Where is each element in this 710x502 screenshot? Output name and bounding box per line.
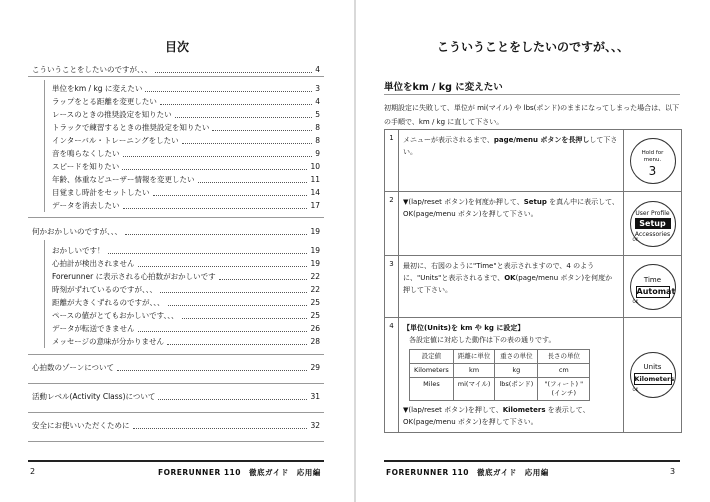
toc-page: 17 [310, 201, 320, 210]
watch-text: User Profile [635, 209, 670, 217]
step-text [399, 318, 624, 433]
step-text-post: を表示して、OK(page/menu ボタン)を押して下さい。 [403, 406, 590, 426]
toc-label: 活動レベル(Activity Class)について [32, 392, 156, 401]
footer-text: FORERUNNER 110 徹底ガイド 応用編 [386, 468, 549, 477]
toc-entry [52, 135, 320, 147]
intro-text: 初期設定に失敗して、単位が mi(マイル) や lbs(ポンド)のままになってしまった場合は、以下の手順で、km / kg に直して下さい。 [384, 104, 680, 126]
toc-page: 32 [310, 421, 320, 430]
step-number: 2 [385, 192, 399, 256]
step-text-pre: ▼(lap/reset ボタン)を何度か押して、 [403, 198, 524, 206]
toc-entry [52, 122, 320, 134]
watch-display [630, 352, 676, 398]
steps-table [384, 129, 682, 433]
toc-leader [123, 156, 313, 157]
toc-divider [28, 76, 324, 77]
section-rule [384, 94, 680, 95]
toc-leader [133, 428, 308, 429]
toc-entry [52, 323, 320, 335]
toc-page: 9 [315, 149, 320, 158]
toc-divider [28, 354, 324, 355]
toc-page: 25 [310, 311, 320, 320]
toc-entry [52, 297, 320, 309]
toc-leader [160, 292, 307, 293]
toc-label: 音を鳴らなくしたい [52, 149, 120, 158]
step-text-post: (page/menu ボタン)を何度か押して下さい。 [403, 274, 613, 294]
page-title: こういうことをしたいのですが、、、 [436, 40, 629, 54]
unit-cell: cm [538, 364, 590, 378]
watch-main: Automat [636, 286, 676, 296]
page-number: 3 [670, 467, 676, 476]
unit-table [409, 349, 590, 401]
toc-label: データを消去したい [52, 201, 120, 210]
step-text-pre: ▼(lap/reset ボタン)を押して、 [403, 406, 503, 414]
toc-page: 11 [310, 175, 320, 184]
unit-cell: "(フィート) "(インチ) [538, 378, 590, 401]
toc-leader [198, 182, 308, 183]
step-text-pre: 最初に、右図のように"Time"と表示されますので、4 のように、"Units"と表示されるまで、 [403, 262, 595, 282]
unit-header-cell: 設定値 [410, 350, 454, 364]
toc-entry [52, 96, 320, 108]
toc-leader [182, 143, 313, 144]
toc-leader [168, 305, 308, 306]
toc-page: 8 [315, 123, 320, 132]
toc-page: 19 [310, 246, 320, 255]
toc-indent-bar [44, 80, 45, 212]
toc-page: 19 [310, 259, 320, 268]
footer-text: FORERUNNER 110 徹底ガイド 応用編 [158, 468, 321, 477]
toc-label: 心拍数のゾーンについて [32, 363, 115, 372]
toc-entry [52, 109, 320, 121]
unit-header-cell: 長さの単位 [538, 350, 590, 364]
toc-page: 28 [310, 337, 320, 346]
watch-text: Hold for menu. [641, 149, 664, 163]
unit-table-row [410, 364, 590, 378]
toc-leader [212, 130, 312, 131]
watch-main: Setup [635, 218, 671, 229]
toc-entry [52, 187, 320, 199]
footer-rule [384, 460, 680, 462]
toc-page: 10 [310, 162, 320, 171]
toc-page: 29 [310, 363, 320, 372]
toc-entry [52, 258, 320, 270]
unit-cell: Kilometers [410, 364, 454, 378]
toc-entry [32, 64, 320, 76]
step-heading: 【単位(Units)を km や kg に設定】 [403, 324, 525, 332]
watch-text: Time [643, 275, 662, 284]
watch-text: Accessories [634, 230, 671, 238]
unit-table-header [410, 350, 590, 364]
toc-entry [52, 271, 320, 283]
toc-label: 距離が大きくずれるのですが、、、 [52, 298, 165, 307]
step-text-bold: OK [504, 274, 516, 282]
step-text [399, 130, 624, 192]
toc-label: インターバル・トレーニングをしたい [52, 136, 179, 145]
right-page [356, 0, 710, 502]
toc-title: 目次 [164, 40, 189, 54]
page-number: 2 [30, 467, 36, 476]
watch-main: 3 [648, 163, 657, 178]
watch-display [630, 264, 676, 310]
toc-leader [155, 72, 312, 73]
unit-cell: mi(マイル) [453, 378, 495, 401]
watch-display [630, 201, 676, 247]
toc-label: おかしいです！ [52, 246, 105, 255]
toc-label: レースのときの推奨設定を知りたい [52, 110, 172, 119]
toc-entry [52, 336, 320, 348]
step-text-post: して下さい。 [403, 136, 618, 156]
unit-cell: kg [495, 364, 538, 378]
watch-main: Kilometers [634, 375, 675, 383]
toc-label: ペースの値がとてもおかしいです、、、 [52, 311, 179, 320]
toc-label: Forerunner に表示される心拍数がおかしいです [52, 272, 216, 281]
toc-page: 22 [310, 285, 320, 294]
toc-page: 4 [315, 65, 320, 74]
toc-entry [32, 391, 320, 403]
toc-label: 時刻がずれているのですが、、、 [52, 285, 157, 294]
toc-leader [167, 344, 307, 345]
toc-label: 単位をkm / kg に変えたい [52, 84, 143, 93]
toc-label: 年齢、体重などユーザー情報を変更したい [52, 175, 195, 184]
toc-leader [125, 234, 307, 235]
step-text-post: を真ん中に表示して、OK(page/menu ボタン)を押して下さい。 [403, 198, 619, 218]
toc-page: 25 [310, 298, 320, 307]
toc-leader [219, 279, 308, 280]
unit-cell: km [453, 364, 495, 378]
toc-leader [158, 399, 307, 400]
toc-page: 14 [310, 188, 320, 197]
watch-cell [624, 256, 682, 318]
toc-label: ラップをとる距離を変更したい [52, 97, 157, 106]
toc-page: 8 [315, 136, 320, 145]
step-row [385, 130, 682, 192]
toc-leader [108, 253, 308, 254]
unit-header-cell: 重さの単位 [495, 350, 538, 364]
toc-label: メッセージの意味が分かりません [52, 337, 165, 346]
toc-page: 3 [315, 84, 320, 93]
step-number: 3 [385, 256, 399, 318]
toc-label: 安全にお使いいただくために [32, 421, 130, 430]
toc-page: 22 [310, 272, 320, 281]
toc-label: トラックで練習するときの推奨設定を知りたい [52, 123, 210, 132]
watch-ok: OK [632, 387, 639, 392]
toc-label: データが転送できません [52, 324, 135, 333]
toc-entry [32, 362, 320, 374]
watch-text: Units [643, 363, 662, 371]
toc-leader [117, 370, 307, 371]
unit-cell: lbs(ポンド) [495, 378, 538, 401]
toc-leader [138, 266, 308, 267]
section-title: 単位をkm / kg に変えたい [384, 82, 503, 93]
watch-ok: OK [632, 236, 639, 242]
step-row [385, 318, 682, 433]
toc-entry [52, 174, 320, 186]
toc-page: 4 [315, 97, 320, 106]
toc-divider [28, 441, 324, 442]
step-text-pre: メニューが表示されるまで、 [403, 136, 494, 144]
toc-indent-bar [44, 240, 45, 348]
toc-leader [175, 117, 313, 118]
toc-entry [52, 148, 320, 160]
watch-ok: OK [632, 298, 639, 304]
unit-cell: Miles [410, 378, 454, 401]
watch-cell [624, 318, 682, 433]
toc-entry [32, 420, 320, 432]
toc-label: 目覚まし時計をセットしたい [52, 188, 150, 197]
toc-page: 5 [315, 110, 320, 119]
left-page [0, 0, 354, 502]
toc-leader [145, 91, 312, 92]
toc-divider [28, 383, 324, 384]
watch-cell [624, 130, 682, 192]
step-text [399, 192, 624, 256]
toc-label: こういうことをしたいのですが、、、 [32, 65, 152, 74]
toc-leader [160, 104, 312, 105]
watch-display [630, 138, 676, 184]
toc-entry [52, 284, 320, 296]
step-row [385, 192, 682, 256]
toc-entry [32, 226, 320, 238]
toc-divider [28, 217, 324, 218]
toc-divider [28, 412, 324, 413]
toc-label: 心拍計が検出されません [52, 259, 135, 268]
step-row [385, 256, 682, 318]
toc-label: スピードを知りたい [52, 162, 120, 171]
toc-page: 26 [310, 324, 320, 333]
toc-page: 31 [310, 392, 320, 401]
toc-leader [182, 318, 308, 319]
toc-leader [123, 208, 308, 209]
toc-entry [52, 200, 320, 212]
step-text [399, 256, 624, 318]
watch-cell [624, 192, 682, 256]
toc-leader [138, 331, 308, 332]
unit-header-cell: 距離に単位 [453, 350, 495, 364]
step-text-bold: Kilometers [502, 406, 546, 414]
footer-rule [28, 460, 324, 462]
toc-entry [52, 161, 320, 173]
toc-entry [52, 310, 320, 322]
toc-page: 19 [310, 227, 320, 236]
toc-leader [153, 195, 308, 196]
toc-label: 何かおかしいのですが、、、 [32, 227, 122, 236]
step-text-bold: page/menu ボタンを長押し [493, 136, 590, 144]
unit-table-row [410, 378, 590, 401]
step-text-bold: Setup [523, 198, 547, 206]
step-number: 1 [385, 130, 399, 192]
toc-entry [52, 245, 320, 257]
step-desc: 各設定値に対応した動作は下の表の通りです。 [409, 336, 556, 344]
step-number: 4 [385, 318, 399, 433]
toc-entry [52, 83, 320, 95]
toc-leader [122, 169, 307, 170]
